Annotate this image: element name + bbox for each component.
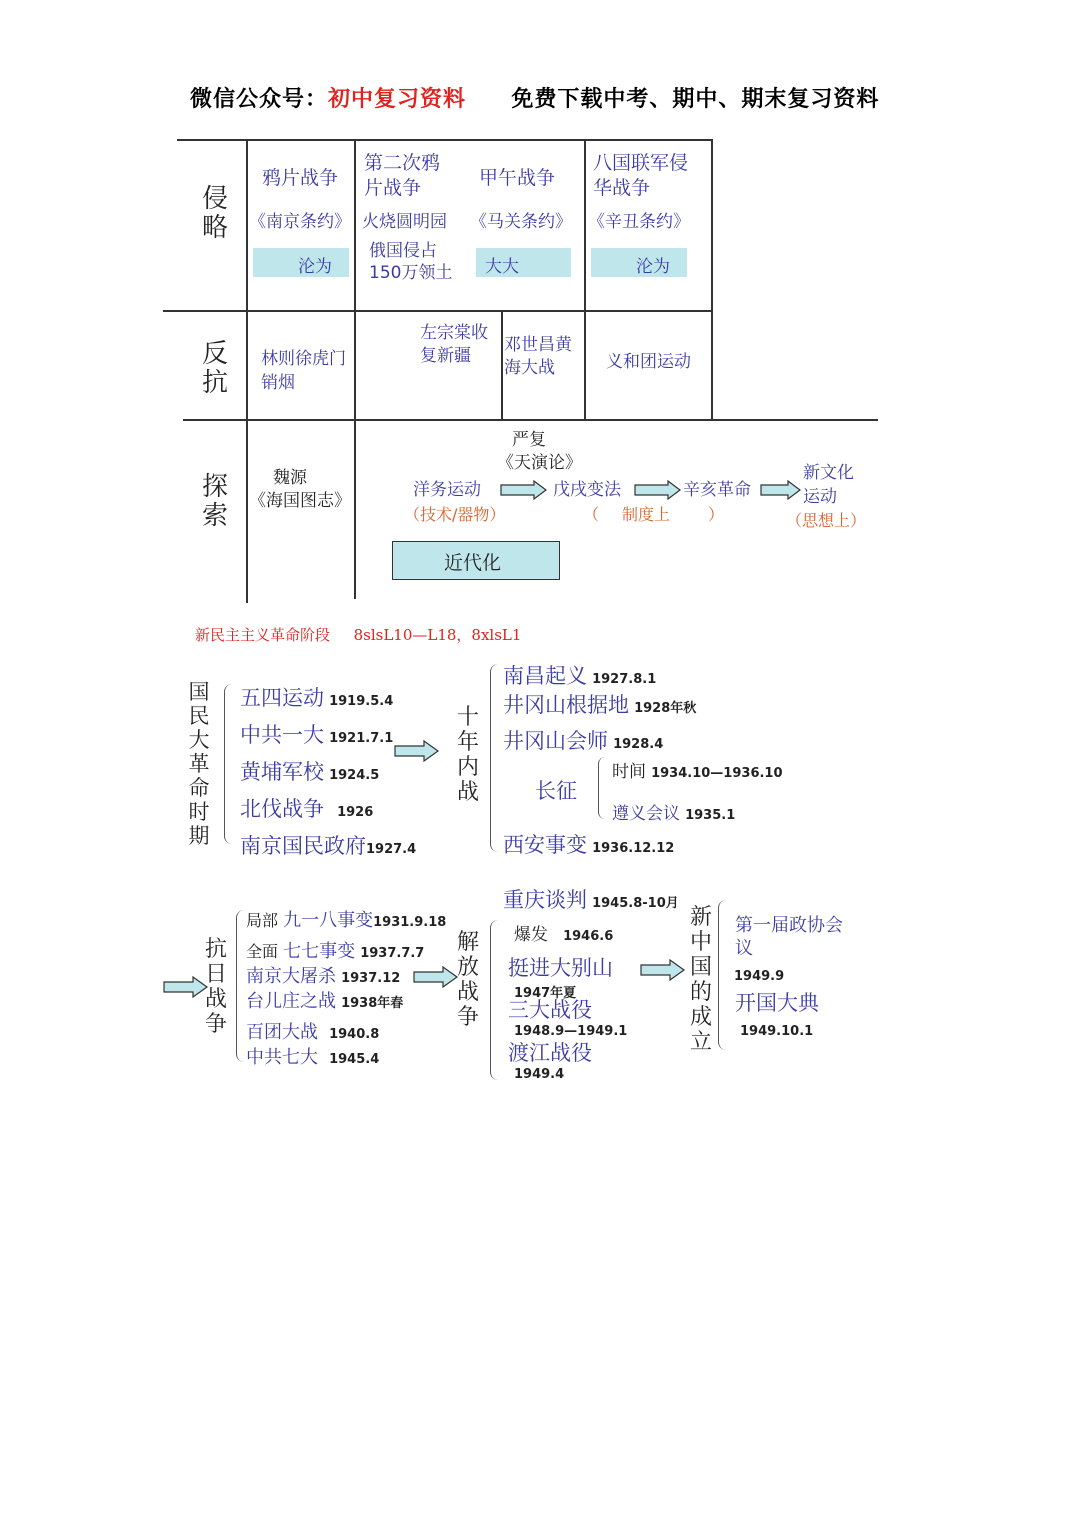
new-culture-movement: 新文化运动	[803, 463, 854, 507]
anti-japanese-brace	[236, 910, 245, 1062]
dabieshan-date: 1947年夏	[514, 986, 577, 1001]
list-item: 中共七大 1945.4	[246, 1047, 380, 1068]
wuxu-note-open: （	[583, 505, 600, 524]
list-item: 五四运动 1919.5.4	[240, 686, 394, 710]
anti-japanese-war-label: 抗 日 战 争	[204, 937, 227, 1037]
xian-incident: 西安事变 1936.12.12	[503, 833, 675, 857]
zunyi-meeting: 遵义会议 1935.1	[612, 804, 736, 824]
long-march: 长征	[535, 779, 577, 803]
liberation-war-label: 解 放 战 争	[456, 930, 479, 1030]
grid-line-v4	[711, 139, 713, 420]
national-revolution-brace	[224, 684, 233, 844]
opium-war: 鸦片战争	[262, 167, 339, 189]
grid-line-top	[177, 139, 712, 141]
arrow-yangwu-wuxu	[500, 480, 548, 500]
maguan-treaty: 《马关条约》	[470, 212, 572, 232]
header-prefix: 微信公众号：	[190, 87, 329, 112]
row-label-exploration: 探索	[201, 472, 228, 531]
liberation-brace	[490, 920, 499, 1080]
boxer-movement: 义和团运动	[606, 352, 691, 372]
yuanmingyuan: 火烧圆明园	[362, 212, 447, 232]
grid-line-mid2	[183, 419, 878, 421]
jiawu-result: 大大	[485, 257, 519, 277]
second-opium-war: 第二次鸦片战争	[364, 152, 441, 199]
list-item: 全面 七七事变 1937.7.7	[246, 941, 425, 962]
new-democracy-code: 8slsL10—L18，8xlsL1	[353, 626, 522, 644]
header-slogan: 免费下载中考、期中、期末复习资料	[511, 87, 880, 112]
arrow-liberation-newchina	[640, 959, 686, 981]
three-battles-date: 1948.9—1949.1	[514, 1024, 628, 1039]
list-item: 中共一大 1921.7.1	[240, 723, 394, 747]
header	[190, 82, 879, 113]
dabieshan: 挺进大别山	[508, 956, 613, 980]
yan-fu: 严复	[512, 430, 546, 450]
national-revolution-label: 国 民 大 革 命 时 期	[188, 680, 210, 848]
list-item: 黄埔军校 1924.5	[240, 760, 380, 784]
opium-result: 沦为	[298, 257, 332, 277]
yangwu-movement: 洋务运动	[413, 480, 481, 500]
header-account[interactable]: 初中复习资料	[328, 87, 467, 112]
grid-line-v3	[584, 139, 586, 420]
founding-ceremony: 开国大典	[735, 991, 819, 1015]
cppcc-meeting: 第一届政协会议	[735, 915, 843, 959]
arrow-revolution-civilwar	[394, 740, 440, 762]
long-march-time: 时间 1934.10—1936.10	[612, 762, 783, 782]
wuxu-note: 制度上	[622, 505, 671, 524]
deng-shichang: 邓世昌黄海大战	[504, 335, 572, 378]
yangwu-note: （技术/器物）	[404, 505, 506, 524]
list-item: 百团大战 1940.8	[246, 1022, 380, 1043]
arrow-xinhai-newculture	[760, 480, 802, 500]
founding-date: 1949.10.1	[740, 1024, 814, 1039]
wuxu-reform: 戊戌变法	[553, 480, 621, 500]
new-china-label: 新 中 国 的 成 立	[689, 905, 712, 1055]
new-china-brace	[718, 900, 727, 1050]
new-culture-note: （思想上）	[786, 511, 867, 530]
row-label-resistance: 反抗	[201, 339, 228, 398]
eight-nation-war: 八国联军侵华战争	[593, 152, 689, 199]
civil-war-brace	[490, 664, 499, 852]
long-march-brace	[598, 757, 605, 819]
grid-line-v1	[246, 139, 248, 603]
list-item: 南昌起义 1927.8.1	[503, 664, 657, 688]
cppcc-date: 1949.9	[734, 969, 785, 984]
haiguo-tuzhi: 《海国图志》	[249, 491, 351, 511]
xinhai-revolution: 辛亥革命	[683, 480, 751, 500]
list-item: 南京大屠杀 1937.12	[246, 966, 401, 987]
dujiang-battle: 渡江战役	[508, 1041, 592, 1065]
dujiang-date: 1949.4	[514, 1067, 565, 1082]
arrow-wuxu-xinhai	[634, 480, 682, 500]
tianyan-lun: 《天演论》	[497, 453, 582, 473]
russia-occupy: 俄国侵占150万领土	[369, 241, 453, 283]
wuxu-note-close: ）	[708, 505, 725, 524]
list-item: 井冈山会师 1928.4	[503, 729, 664, 753]
nanjing-treaty: 《南京条约》	[249, 212, 351, 232]
xinchou-result: 沦为	[636, 257, 670, 277]
modernization-label: 近代化	[444, 552, 502, 574]
lin-zexu: 林则徐虎门销烟	[261, 349, 346, 393]
chongqing-negotiation: 重庆谈判 1945.8-10月	[503, 888, 679, 912]
list-item: 南京国民政府1927.4	[240, 834, 417, 858]
liberation-outbreak: 爆发 1946.6	[514, 925, 614, 945]
ten-year-civil-war-label: 十 年 内 战	[456, 705, 479, 805]
grid-line-v5	[501, 310, 503, 420]
xinchou-treaty: 《辛丑条约》	[588, 212, 690, 232]
zuo-zongtang: 左宗棠收复新疆	[420, 323, 488, 366]
row-label-invasion: 侵略	[201, 184, 228, 243]
grid-line-v2	[354, 139, 356, 599]
list-item: 北伐战争 1926	[240, 797, 374, 821]
jiawu-war: 甲午战争	[479, 167, 556, 189]
list-item: 井冈山根据地 1928年秋	[503, 693, 697, 717]
new-democracy-title: 新民主主义革命阶段 8slsL10—L18，8xlsL1	[195, 626, 522, 644]
list-item: 局部 九一八事变1931.9.18	[246, 910, 447, 931]
list-item: 台儿庄之战 1938年春	[246, 991, 404, 1012]
three-battles: 三大战役	[508, 998, 592, 1022]
wei-yuan: 魏源	[273, 468, 307, 488]
